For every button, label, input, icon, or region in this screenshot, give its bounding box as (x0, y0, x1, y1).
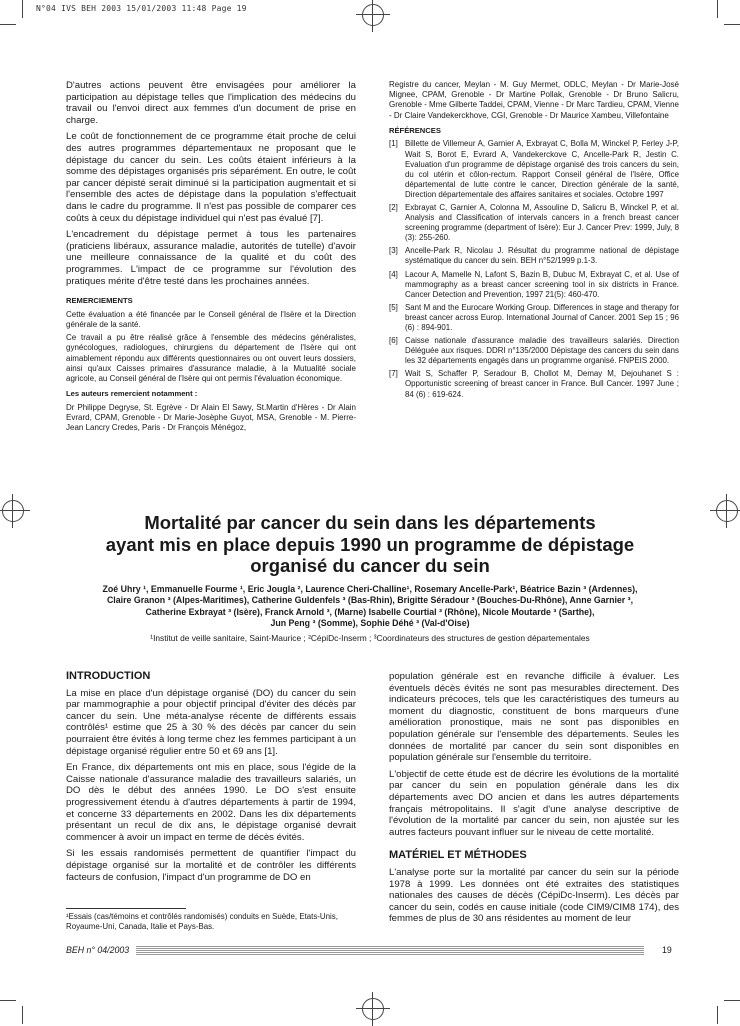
article-title (60, 512, 680, 577)
author-line: Zoé Uhry ¹, Emmanuelle Fourme ¹, Eric Jougla ², Laurence Cheri-Challine¹, Rosemary Ancelle-Park¹, Béatrice Bazin ³ (Ardennes), (102, 584, 638, 594)
auteurs-names: Registre du cancer, Meylan - M. Guy Mermet, ODLC, Meylan - Dr Marie-José Mignee, CPAM, Grenoble - Dr Martine Pollak, Grenoble - Dr Bruno Salicru, Grenoble - Mme Gilberte Taddei, CPAM, Vienne - Dr Marc Tardieu, CPAM, Vienne - Dr Claire Vandekerckhove, CGI, Grenoble - Dr Maurice Xambeu, Villefontaine (389, 80, 679, 120)
reference-item (389, 270, 679, 300)
reference-text: Wait S, Schaffer P, Seradour B, Chollot M, Demay M, Dejouhanet S : Opportunistic screening of breast cancer in France. Bull Cancer. 1997 June ; 84 (6) : 619-624. (405, 369, 679, 399)
crop-mark (22, 0, 23, 18)
registration-mark-bottom (362, 998, 384, 1020)
crop-mark (724, 24, 740, 25)
printer-slug: N°04 IVS BEH 2003 15/01/2003 11:48 Page 19 (36, 4, 247, 13)
reference-item (389, 303, 679, 333)
reference-text: Lacour A, Mamelle N, Lafont S, Bazin B, Dubuc M, Exbrayat C, et al. Use of mammography as a breast cancer screening tool in six districts in France. Cancer Detection and Prevention, 1997 21(5): 460-470. (405, 269, 679, 299)
body-paragraph: En France, dix départements ont mis en place, sous l'égide de la Caisse nationale d'assurance maladie des travailleurs salariés, un DO dès le début des années 1990. Le DO s'est ensuite progressivement étendu à d'autres départements à partir de 1994, et concerne 33 départements en 2002. Dans les dix départements présentant un recul de dix ans, le dépistage organisé devrait commencer à avoir un impact en terme de décès évités. (66, 762, 356, 843)
registration-mark-left (2, 500, 24, 522)
title-line: ayant mis en place depuis 1990 un programme de dépistage (105, 533, 635, 555)
crop-mark (724, 1000, 740, 1001)
references-list (389, 139, 679, 399)
methods-heading: MATÉRIEL ET MÉTHODES (389, 849, 527, 862)
remerciements-text (66, 310, 356, 384)
reference-number: [4] (389, 269, 398, 279)
registration-mark-right (716, 500, 738, 522)
author-line: Catherine Exbrayat ³ (Isère), Franck Arnold ³, (Marne) Isabelle Courtial ³ (Rhône), Nicole Moutarde ³ (Sarthe), (145, 606, 595, 617)
article-affiliations: ¹Institut de veille sanitaire, Saint-Maurice ; ²CépiDc-Inserm ; ³Coordinateurs des structures de gestion départementales (150, 633, 590, 643)
reference-item (389, 139, 679, 200)
crop-mark (0, 1000, 16, 1001)
page-number: 19 (662, 945, 672, 955)
body-paragraph: L'encadrement du dépistage permet à tous les partenaires (praticiens libéraux, assurance maladie, autorités de tutelle) d'avoir une meilleure connaissance de la qualité et du coût des programmes. L'impact de ce programme sur l'évolution des pratiques mérite d'être testé dans les prochaines années. (66, 229, 356, 287)
article-right-column (389, 671, 679, 930)
auteurs-list-right (389, 80, 679, 121)
reference-text: Caisse nationale d'assurance maladie des travailleurs salariés. Direction Déléguée aux risques. DDRI n°135/2000 Dépistage des cancers du sein dans les 32 départements engagés dans un programme organisé. FNPEIS 2000. (405, 336, 679, 366)
body-paragraph: L'objectif de cette étude est de décrire les évolutions de la mortalité par cancer du sein en population générale dans les dix départements avec DO ancien et dans les autres départements français métropolitains. Il s'agit d'une analyse descriptive de l'évolution de la mortalité par cancer du sein, non ajustée sur les autres facteurs pouvant influer sur le niveau de cette mortalité. (389, 768, 679, 838)
body-paragraph: L'analyse porte sur la mortalité par cancer du sein sur la période 1978 à 1999. Les données ont été extraites des statistiques nationales des causes de décès (CépiDc-Inserm). Les décès par cancer du sein, codés en cause initiale (code CIM9/CIM8 174), des femmes de plus de 30 ans résidentes au moment de leur (389, 866, 679, 925)
body-paragraph: La mise en place d'un dépistage organisé (DO) du cancer du sein par mammographie a pour objectif principal d'éviter des décès par cancer du sein. Une méta-analyse récente de différents essais contrôlés¹ estime que 25 à 30 % des décès par cancer du sein pourraient être évités à long terme chez les femmes participant à un dépistage organisé régulier entre 50 et 69 ans [1]. (66, 687, 356, 757)
footnote-rule (66, 908, 186, 909)
crop-mark (717, 0, 718, 18)
crop-mark (717, 1006, 718, 1024)
reference-item (389, 369, 679, 399)
title-line: Mortalité par cancer du sein dans les départements (144, 512, 596, 533)
references-heading: RÉFÉRENCES (389, 125, 441, 135)
introduction-heading: INTRODUCTION (66, 670, 151, 682)
crop-mark (22, 1006, 23, 1024)
reference-item (389, 336, 679, 366)
body-paragraph: population générale est en revanche difficile à évaluer. Les éventuels décès évités ne sont pas mesurables directement. Des indicateurs précoces, tels que les caractéristiques des tumeurs au moment du diagnostic, constituent de bons marqueurs d'une amélioration pronostique, mais ne sont pas disponibles en population générale sur l'ensemble des départements. Seules les données de mortalité par cancer du sein sont disponibles en population générale sur l'ensemble du territoire. (389, 671, 679, 764)
previous-article-right-column (389, 80, 679, 403)
acknowledgement-paragraph: Cette évaluation a été financée par le Conseil général de l'Isère et la Direction générale de la santé. (66, 309, 356, 329)
author-line: Jun Peng ³ (Somme), Sophie Déhé ³ (Val-d'Oise) (270, 618, 470, 629)
acknowledgement-paragraph: Ce travail a pu être réalisé grâce à l'ensemble des médecins généralistes, gynécologues, radiologues, chirurgiens du département de l'Isère qui ont aimablement répondu aux différents questionnaires ou ont ouvert leurs dossiers, ainsi qu'aux Caisses primaires d'assurance maladie, à la Mutualité sociale agricole, au Conseil général de l'Isère qui ont permis l'évaluation économique. (66, 333, 356, 383)
reference-number: [7] (389, 369, 398, 379)
author-line: Claire Granon ³ (Alpes-Maritimes), Catherine Guldenfels ³ (Bas-Rhin), Brigitte Séradour ³ (Bouches-Du-Rhône), Anne Garnier ³, (106, 595, 634, 606)
footnote: ¹Essais (cas/témoins et contrôlés randomisés) conduits en Suède, Etats-Unis, Royaume-Uni, Canada, Italie et Pays-Bas. (66, 912, 338, 931)
reference-number: [2] (389, 202, 398, 212)
reference-item (389, 203, 679, 243)
body-paragraph: D'autres actions peuvent être envisagées pour améliorer la participation au dépistage telles que l'implication des médecins du travail ou l'envoi direct aux femmes d'un document de prise en charge. (66, 80, 356, 126)
article-left-column (66, 671, 356, 888)
footer-decorative-bar (136, 946, 644, 955)
auteurs-list-left (66, 403, 356, 434)
article-authors (60, 584, 680, 630)
body-paragraph: Le coût de fonctionnement de ce programme était proche de celui des autres programmes départementaux ne proposant que le dépistage du cancer du sein. Les coûts étaient inférieurs à la somme des dépistages organisés pris séparément. En outre, le coût par cancer dépisté serait diminué si la participation augmentait et si l'ensemble des actes de dépistage dans la population s'effectuait dans le cadre du programme. Il n'est pas possible de comparer ces coûts à ceux du dépistage individuel qui n'est pas évalué [7]. (66, 131, 356, 224)
crop-mark (0, 24, 16, 25)
reference-text: Ancelle-Park R, Nicolau J. Résultat du programme national de dépistage systématique du cancer du sein. BEH n°52/1999 p.1-3. (405, 246, 679, 266)
journal-reference: BEH n° 04/2003 (66, 945, 130, 955)
auteurs-heading: Les auteurs remercient notamment : (66, 389, 198, 399)
reference-number: [5] (389, 302, 398, 312)
reference-number: [1] (389, 139, 398, 149)
remerciements-heading: REMERCIEMENTS (66, 296, 133, 306)
body-paragraph: Si les essais randomisés permettent de quantifier l'impact du dépistage organisé sur la mortalité et de contrôler les différents facteurs de confusion, l'impact d'un programme de DO en (66, 848, 356, 883)
reference-number: [6] (389, 336, 398, 346)
reference-text: Sant M and the Eurocare Working Group. Differences in stage and therapy for breast cancer across Europ. International Journal of Cancer. 2001 Sep 15 ; 96 (6) : 894-901. (405, 302, 679, 332)
title-line: organisé du cancer du sein (250, 555, 490, 576)
auteurs-names: Dr Philippe Degryse, St. Egrève - Dr Alain El Sawy, St.Martin d'Hères - Dr Alain Evrard, CPAM, Grenoble - Dr Marie-Josèphe Guyot, MSA, Grenoble - M. Pierre-Jean Lancry Credes, Paris - Dr François Ménégoz, (66, 402, 356, 433)
reference-text: Billette de Villemeur A, Garnier A, Exbrayat C, Bolla M, Winckel P, Ferley J-P, Wait S, Borot E, Evrard A, Vandekerckove C, Ancelle-Park R, Jestin C. Evaluation d'un programme de dépistage organisé des trois cancers du sein, du col utérin et côlon-rectum. Rapport Conseil général de l'Isère, Office départemental de lutte contre le cancer, Direction générale de la santé, Direction départementale des affaires sanitaires et sociales. Octobre 1997 (405, 139, 679, 199)
registration-mark-top (362, 4, 384, 26)
reference-text: Exbrayat C, Garnier A, Colonna M, Assouline D, Salicru B, Winckel P, et al. Analysis and Classification of intervals cancers in a french breast cancer screening programme (department of Isère): Eur J. Cancer Prev: 1999, July, 8 (3): 255-260. (405, 202, 679, 243)
reference-number: [3] (389, 246, 398, 256)
reference-item (389, 246, 679, 266)
previous-article-left-column (66, 80, 356, 436)
